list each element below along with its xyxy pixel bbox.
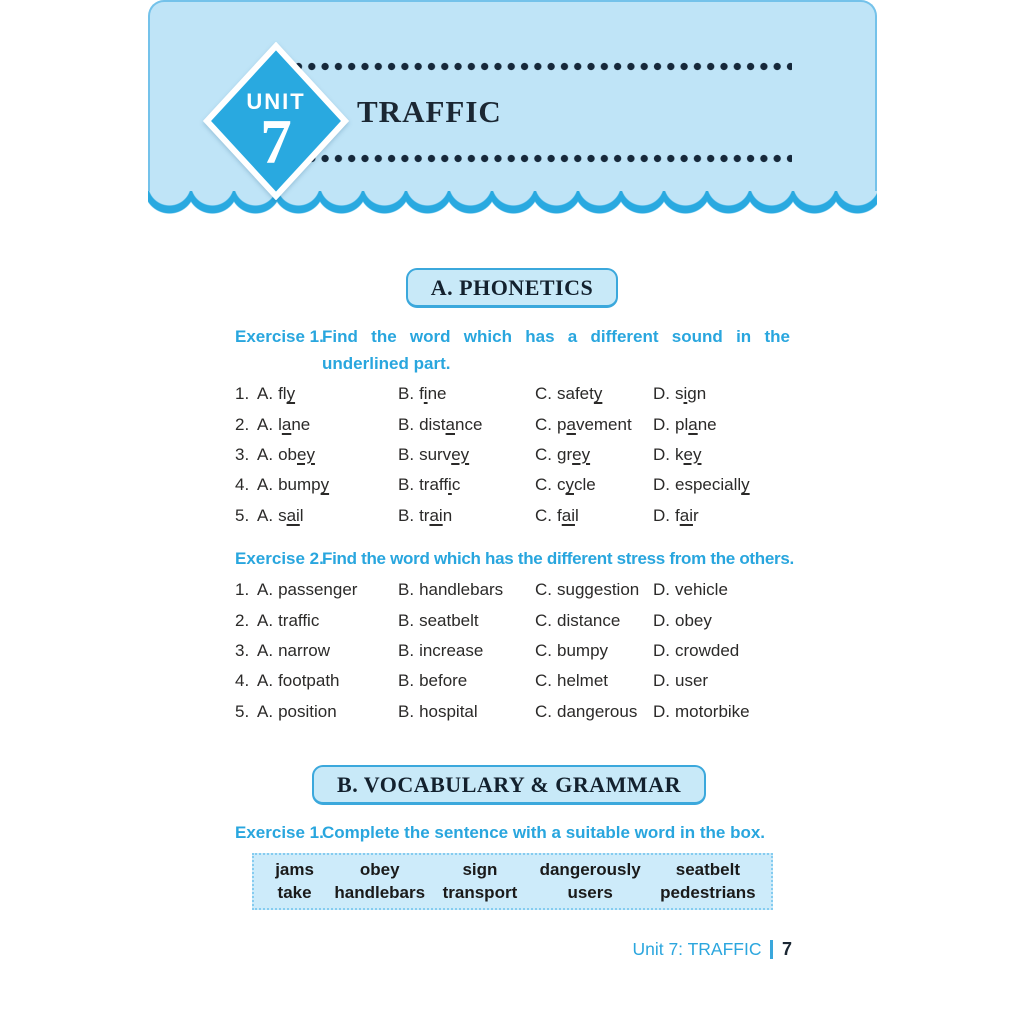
- exercise1-label: Exercise 1.: [235, 327, 324, 346]
- option-word: motorbike: [675, 701, 750, 721]
- option: [535, 506, 653, 526]
- option-letter: C.: [535, 701, 552, 721]
- underlined-segment: ai: [286, 505, 300, 525]
- footer-separator: [770, 940, 773, 959]
- row-number: 2.: [235, 414, 250, 434]
- option-letter: D.: [653, 414, 670, 434]
- unit-number: 7: [260, 107, 292, 177]
- option: [257, 445, 398, 465]
- option-word: handlebars: [419, 580, 504, 600]
- option: [535, 671, 653, 691]
- option-letter: D.: [653, 444, 670, 464]
- word-box-word: obey: [359, 860, 400, 879]
- option: [257, 580, 398, 600]
- word-segment: r: [692, 505, 699, 525]
- word-segment: l: [278, 414, 282, 434]
- option-letter: D.: [653, 384, 670, 404]
- option: [398, 506, 535, 526]
- option-letter: C.: [535, 610, 552, 630]
- section-heading-phonetics: A. PHONETICS: [406, 268, 618, 308]
- underlined-segment: a: [445, 414, 455, 434]
- option: [398, 415, 535, 435]
- option-letter: B.: [398, 701, 415, 721]
- exercise2-row: [235, 697, 792, 727]
- option-letter: D.: [653, 610, 670, 630]
- option-letter: C.: [535, 640, 552, 660]
- word-segment: s: [278, 505, 287, 525]
- underlined-segment: ai: [561, 505, 575, 525]
- option-letter: B.: [398, 475, 415, 495]
- word-box-word: seatbelt: [675, 860, 740, 879]
- option-letter: B.: [398, 580, 415, 600]
- exercise1-row: [235, 409, 792, 439]
- option-letter: D.: [653, 475, 670, 495]
- option: [653, 611, 792, 631]
- option-word: dangerous: [557, 701, 638, 721]
- option-letter: A.: [257, 384, 274, 404]
- instruction-word: the: [371, 327, 397, 346]
- option: [535, 384, 653, 404]
- section-heading-vocabulary-grammar: B. VOCABULARY & GRAMMAR: [312, 765, 706, 805]
- option: [535, 445, 653, 465]
- unit-label: UNIT: [246, 89, 306, 114]
- instruction-word: a: [567, 327, 578, 346]
- option-letter: B.: [398, 610, 415, 630]
- exercise1-row: [235, 440, 792, 470]
- word-segment: f: [419, 384, 424, 404]
- word-segment: tr: [419, 505, 430, 525]
- option: [398, 641, 535, 661]
- exercise1-row: [235, 470, 792, 500]
- word-segment: ob: [278, 444, 297, 464]
- word-segment: safet: [557, 384, 594, 404]
- word-box-word: pedestrians: [660, 883, 756, 902]
- option: [257, 384, 398, 404]
- underlined-segment: ey: [296, 444, 315, 464]
- underlined-segment: y: [565, 475, 574, 495]
- option: [653, 445, 792, 465]
- underlined-segment: y: [741, 475, 750, 495]
- underlined-segment: a: [566, 414, 576, 434]
- option-letter: B.: [398, 444, 415, 464]
- option-letter: A.: [257, 701, 274, 721]
- underlined-segment: ai: [679, 505, 693, 525]
- option-letter: B.: [398, 640, 415, 660]
- option: [535, 415, 653, 435]
- option-letter: C.: [535, 444, 552, 464]
- exercise2-instruction: Find the word which has the different stress from the others.: [322, 549, 794, 568]
- option: [398, 475, 535, 495]
- word-box-word: sign: [462, 860, 498, 879]
- word-segment: ne: [697, 414, 717, 434]
- underlined-segment: y: [286, 384, 296, 404]
- option: [535, 611, 653, 631]
- instruction-word: different: [590, 327, 659, 346]
- option-letter: C.: [535, 414, 552, 434]
- word-box-word: dangerously: [539, 860, 641, 879]
- word-segment: p: [557, 414, 567, 434]
- option-letter: B.: [398, 384, 415, 404]
- underlined-segment: i: [683, 384, 688, 404]
- word-segment: dist: [419, 414, 446, 434]
- word-segment: vement: [575, 414, 632, 434]
- option: [398, 445, 535, 465]
- dotted-line-top: [294, 62, 792, 71]
- option-word: narrow: [278, 640, 331, 660]
- page-footer: [632, 939, 792, 960]
- option-letter: A.: [257, 580, 274, 600]
- option: [535, 580, 653, 600]
- option-letter: C.: [535, 671, 552, 691]
- option: [535, 641, 653, 661]
- exercise1-row: [235, 501, 792, 531]
- option-letter: D.: [653, 580, 670, 600]
- option-letter: C.: [535, 505, 552, 525]
- option-word: distance: [557, 610, 621, 630]
- option: [653, 415, 792, 435]
- row-number: 4.: [235, 475, 250, 495]
- exercise1-instruction-line1: [322, 327, 790, 347]
- word-segment: ne: [291, 414, 311, 434]
- option: [398, 671, 535, 691]
- option-letter: A.: [257, 444, 274, 464]
- option-word: passenger: [278, 580, 358, 600]
- option: [653, 671, 792, 691]
- option-letter: A.: [257, 505, 274, 525]
- option: [257, 671, 398, 691]
- exercise2-row: [235, 636, 792, 666]
- option: [398, 702, 535, 722]
- word-segment: pl: [675, 414, 689, 434]
- word-segment: cle: [574, 475, 596, 495]
- option-letter: C.: [535, 384, 552, 404]
- word-segment: l: [299, 505, 304, 525]
- option: [653, 641, 792, 661]
- vocab-exercise1-instruction: Complete the sentence with a suitable word in the box.: [322, 823, 766, 842]
- row-number: 1.: [235, 384, 250, 404]
- dotted-line-bottom: [294, 154, 792, 163]
- word-box-row2: [262, 883, 763, 903]
- word-segment: fl: [278, 384, 287, 404]
- word-segment: ne: [427, 384, 447, 404]
- option: [257, 415, 398, 435]
- unit-diamond: [203, 42, 349, 200]
- word-segment: surv: [419, 444, 452, 464]
- underlined-segment: ey: [572, 444, 591, 464]
- word-segment: c: [557, 475, 566, 495]
- option: [257, 641, 398, 661]
- option-letter: B.: [398, 414, 415, 434]
- word-segment: gn: [687, 384, 707, 404]
- word-box-row1: [262, 860, 763, 880]
- word-segment: k: [675, 444, 684, 464]
- instruction-word: word: [409, 327, 451, 346]
- word-box: [252, 853, 773, 910]
- underlined-segment: ey: [451, 444, 470, 464]
- underlined-segment: ai: [429, 505, 443, 525]
- option: [257, 475, 398, 495]
- option-letter: D.: [653, 505, 670, 525]
- option-letter: B.: [398, 505, 415, 525]
- option: [653, 580, 792, 600]
- option-word: user: [675, 671, 709, 691]
- underlined-segment: a: [281, 414, 292, 434]
- underlined-segment: a: [688, 414, 698, 434]
- word-segment: c: [451, 475, 461, 495]
- option: [535, 702, 653, 722]
- underlined-segment: y: [593, 384, 603, 404]
- vocabulary-exercise1-heading: [235, 823, 792, 847]
- option-word: crowded: [675, 640, 740, 660]
- option-letter: A.: [257, 475, 274, 495]
- unit-title: TRAFFIC: [357, 94, 502, 129]
- word-segment: gr: [557, 444, 573, 464]
- word-box-word: transport: [442, 883, 518, 902]
- option: [653, 475, 792, 495]
- row-number: 1.: [235, 580, 250, 600]
- row-number: 2.: [235, 610, 250, 630]
- word-segment: s: [675, 384, 684, 404]
- footer-page-number: 7: [781, 939, 792, 959]
- option: [653, 702, 792, 722]
- instruction-word: Find: [322, 327, 358, 346]
- vocab-exercise1-label: Exercise 1.: [235, 823, 324, 842]
- option: [653, 506, 792, 526]
- word-segment: traff: [419, 475, 449, 495]
- option-letter: A.: [257, 640, 274, 660]
- instruction-word: sound: [671, 327, 723, 346]
- option: [257, 702, 398, 722]
- exercise2-row: [235, 666, 792, 696]
- word-box-word: handlebars: [334, 883, 426, 902]
- instruction-word: which: [463, 327, 512, 346]
- word-segment: f: [675, 505, 680, 525]
- word-segment: especiall: [675, 475, 742, 495]
- option-letter: C.: [535, 475, 552, 495]
- underlined-segment: y: [320, 475, 330, 495]
- row-number: 5.: [235, 505, 250, 525]
- word-segment: n: [442, 505, 453, 525]
- option-word: helmet: [557, 671, 609, 691]
- footer-unit-text: Unit 7: TRAFFIC: [632, 939, 762, 959]
- underlined-segment: ey: [683, 444, 702, 464]
- option-letter: A.: [257, 671, 274, 691]
- row-number: 4.: [235, 671, 250, 691]
- option-letter: C.: [535, 580, 552, 600]
- exercise2-row: [235, 575, 792, 605]
- option-word: increase: [419, 640, 484, 660]
- word-segment: f: [557, 505, 562, 525]
- option-letter: A.: [257, 414, 274, 434]
- word-box-word: take: [277, 883, 312, 902]
- word-segment: nce: [455, 414, 483, 434]
- phonetics-exercise1-heading: [235, 327, 792, 379]
- word-box-word: users: [567, 883, 613, 902]
- option-word: hospital: [419, 701, 478, 721]
- option-letter: D.: [653, 640, 670, 660]
- option-word: vehicle: [675, 580, 728, 600]
- underlined-segment: i: [448, 475, 452, 495]
- option-word: suggestion: [557, 580, 640, 600]
- option-word: traffic: [278, 610, 320, 630]
- option-word: position: [278, 701, 337, 721]
- row-number: 5.: [235, 701, 250, 721]
- option: [398, 611, 535, 631]
- row-number: 3.: [235, 640, 250, 660]
- option-word: seatbelt: [419, 610, 479, 630]
- option-word: obey: [675, 610, 712, 630]
- option-letter: D.: [653, 701, 670, 721]
- option-letter: B.: [398, 671, 415, 691]
- option-letter: D.: [653, 671, 670, 691]
- instruction-word: has: [525, 327, 555, 346]
- underlined-segment: i: [423, 384, 428, 404]
- exercise1-instruction-line2: underlined part.: [322, 354, 451, 373]
- option: [257, 506, 398, 526]
- exercise1-row: [235, 379, 792, 409]
- option: [398, 580, 535, 600]
- option-word: bumpy: [557, 640, 609, 660]
- phonetics-exercise2-rows: [235, 575, 792, 727]
- phonetics-exercise2-heading: [235, 549, 792, 573]
- row-number: 3.: [235, 444, 250, 464]
- option: [398, 384, 535, 404]
- option: [257, 611, 398, 631]
- option: [653, 384, 792, 404]
- option-word: footpath: [278, 671, 340, 691]
- exercise2-row: [235, 605, 792, 635]
- exercise2-label: Exercise 2.: [235, 549, 324, 568]
- option: [535, 475, 653, 495]
- word-segment: l: [574, 505, 579, 525]
- instruction-word: in: [736, 327, 752, 346]
- word-segment: bump: [278, 475, 321, 495]
- phonetics-exercise1-rows: [235, 379, 792, 531]
- instruction-word: the: [764, 327, 790, 346]
- word-box-word: jams: [275, 860, 314, 879]
- option-word: before: [419, 671, 468, 691]
- option-letter: A.: [257, 610, 274, 630]
